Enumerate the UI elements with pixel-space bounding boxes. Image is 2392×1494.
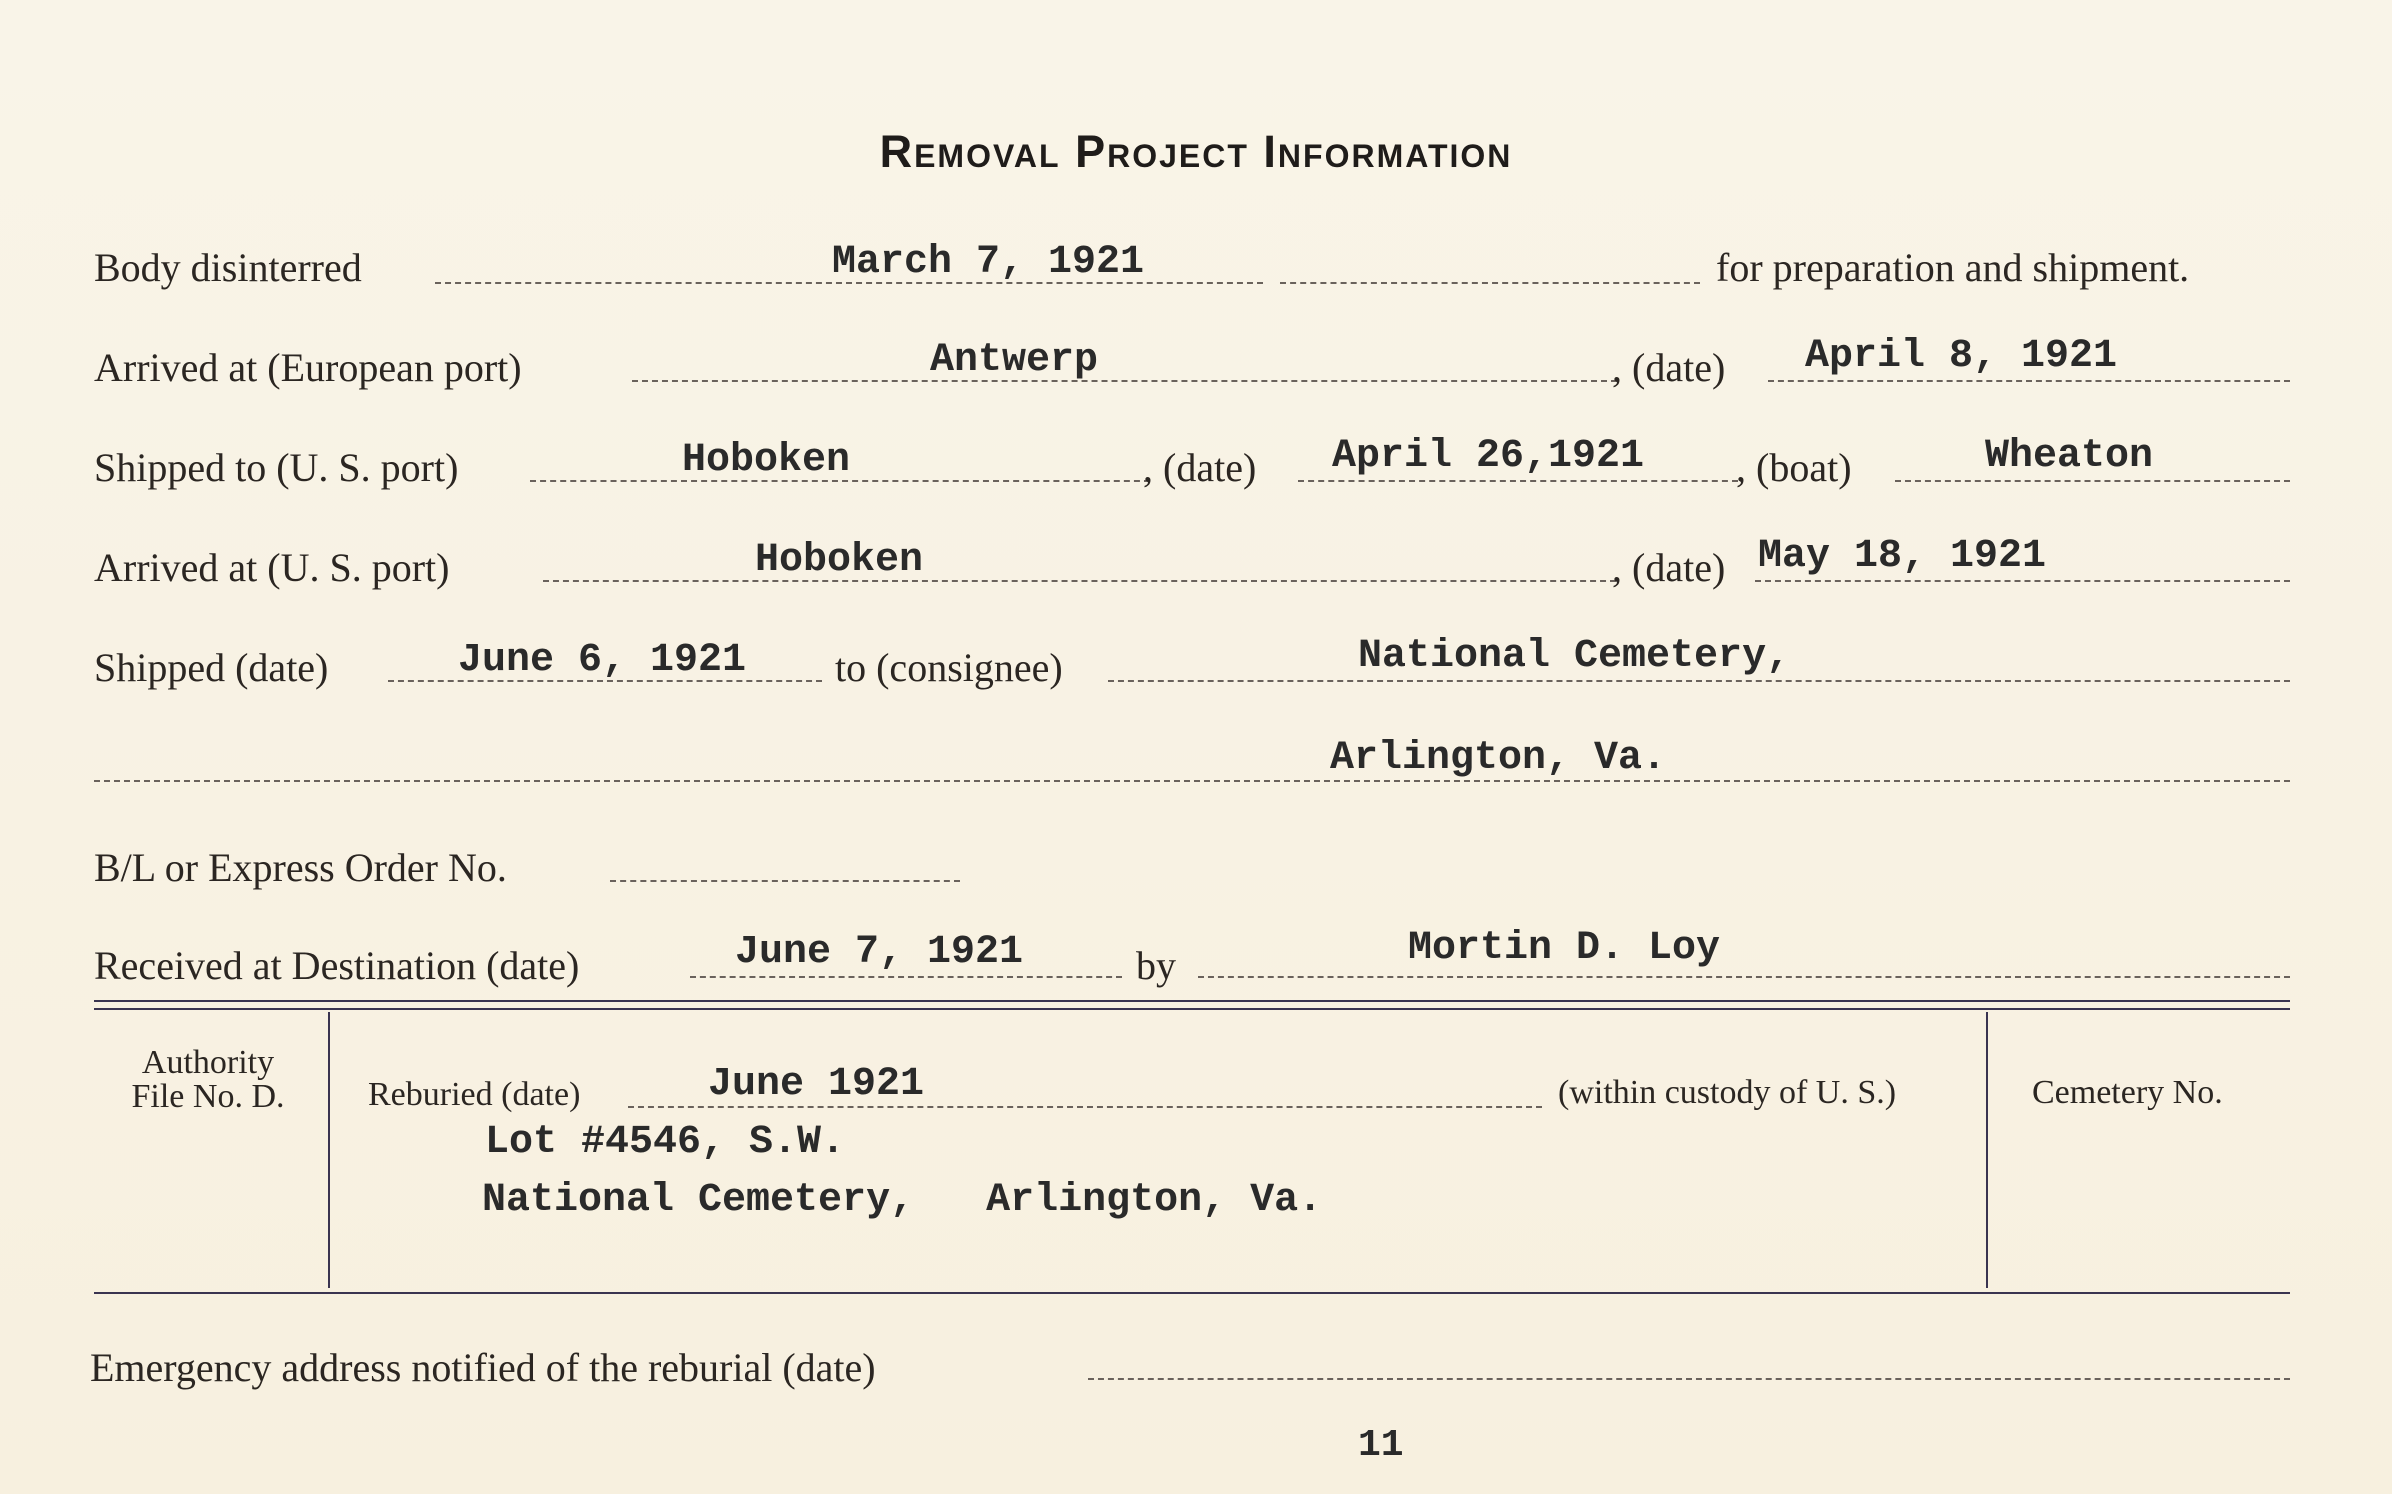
box-divider-right (1986, 1012, 1988, 1288)
burial-lot: Lot #4546, S.W. (485, 1120, 846, 1165)
received-by: Mortin D. Loy (1408, 926, 1721, 971)
received-by-line (1198, 976, 2290, 978)
authority-label-line1: Authority (141, 1044, 275, 1081)
shipped-us-port: Hoboken (682, 438, 851, 483)
consignee-name: National Cemetery, (1358, 634, 1791, 679)
reburied-label: Reburied (date) (368, 1076, 581, 1113)
box-bottom-rule (94, 1292, 2290, 1294)
consignee-address: Arlington, Va. (1330, 736, 1667, 781)
burial-location: National Cemetery, Arlington, Va. (482, 1178, 1323, 1223)
consignee-line (1108, 680, 2290, 682)
card-number: 11 (1358, 1424, 1404, 1467)
shipped-us-date-line (1298, 480, 1738, 482)
consignee-line-2 (94, 780, 2290, 782)
box-top-rule (94, 1000, 2290, 1002)
arrived-us-port: Hoboken (755, 538, 924, 583)
arrived-us-date: May 18, 1921 (1758, 534, 2047, 579)
arrived-european-date: April 8, 1921 (1805, 334, 2118, 379)
disinterred-suffix: for preparation and shipment. (1716, 245, 2190, 290)
shipped-us-date-label: , (date) (1143, 445, 1257, 490)
received-by-label: by (1136, 943, 1176, 988)
cemetery-no-label: Cemetery No. (2032, 1074, 2223, 1111)
disinterred-label: Body disinterred (94, 245, 362, 290)
custody-label: (within custody of U. S.) (1558, 1074, 1897, 1111)
authority-label (108, 1046, 308, 1114)
shipped-us-boat: Wheaton (1985, 434, 2154, 479)
shipped-label: Shipped (date) (94, 645, 329, 690)
box-divider-left (328, 1012, 330, 1288)
arrived-european-label: Arrived at (European port) (94, 345, 522, 390)
page-title: Removal Project Information (879, 126, 1513, 177)
arrived-european-date-label: , (date) (1612, 345, 1726, 390)
emergency-line (1088, 1378, 2290, 1380)
received-date: June 7, 1921 (735, 930, 1024, 975)
bl-line (610, 880, 960, 882)
disinterred-date: March 7, 1921 (832, 240, 1145, 285)
received-label: Received at Destination (date) (94, 943, 580, 988)
bl-label: B/L or Express Order No. (94, 845, 507, 890)
shipped-date: June 6, 1921 (458, 638, 747, 683)
shipped-us-boat-line (1895, 480, 2290, 482)
authority-label-line2: File No. D. (131, 1078, 285, 1115)
emergency-label: Emergency address notified of the reburial (date) (90, 1345, 876, 1390)
disinterred-line-2 (1280, 282, 1700, 284)
arrived-us-date-line (1755, 580, 2290, 582)
shipped-us-date: April 26,1921 (1332, 434, 1645, 479)
arrived-us-label: Arrived at (U. S. port) (94, 545, 450, 590)
arrived-us-line (543, 580, 1616, 582)
arrived-us-date-label: , (date) (1612, 545, 1726, 590)
shipped-us-boat-label: , (boat) (1736, 445, 1852, 490)
arrived-european-line (632, 380, 1617, 382)
consignee-label: to (consignee) (835, 645, 1063, 690)
arrived-european-date-line (1768, 380, 2290, 382)
box-top-rule-2 (94, 1008, 2290, 1010)
shipped-us-label: Shipped to (U. S. port) (94, 445, 459, 490)
received-date-line (690, 976, 1122, 978)
reburied-date: June 1921 (708, 1062, 925, 1107)
arrived-european-port: Antwerp (930, 338, 1099, 383)
